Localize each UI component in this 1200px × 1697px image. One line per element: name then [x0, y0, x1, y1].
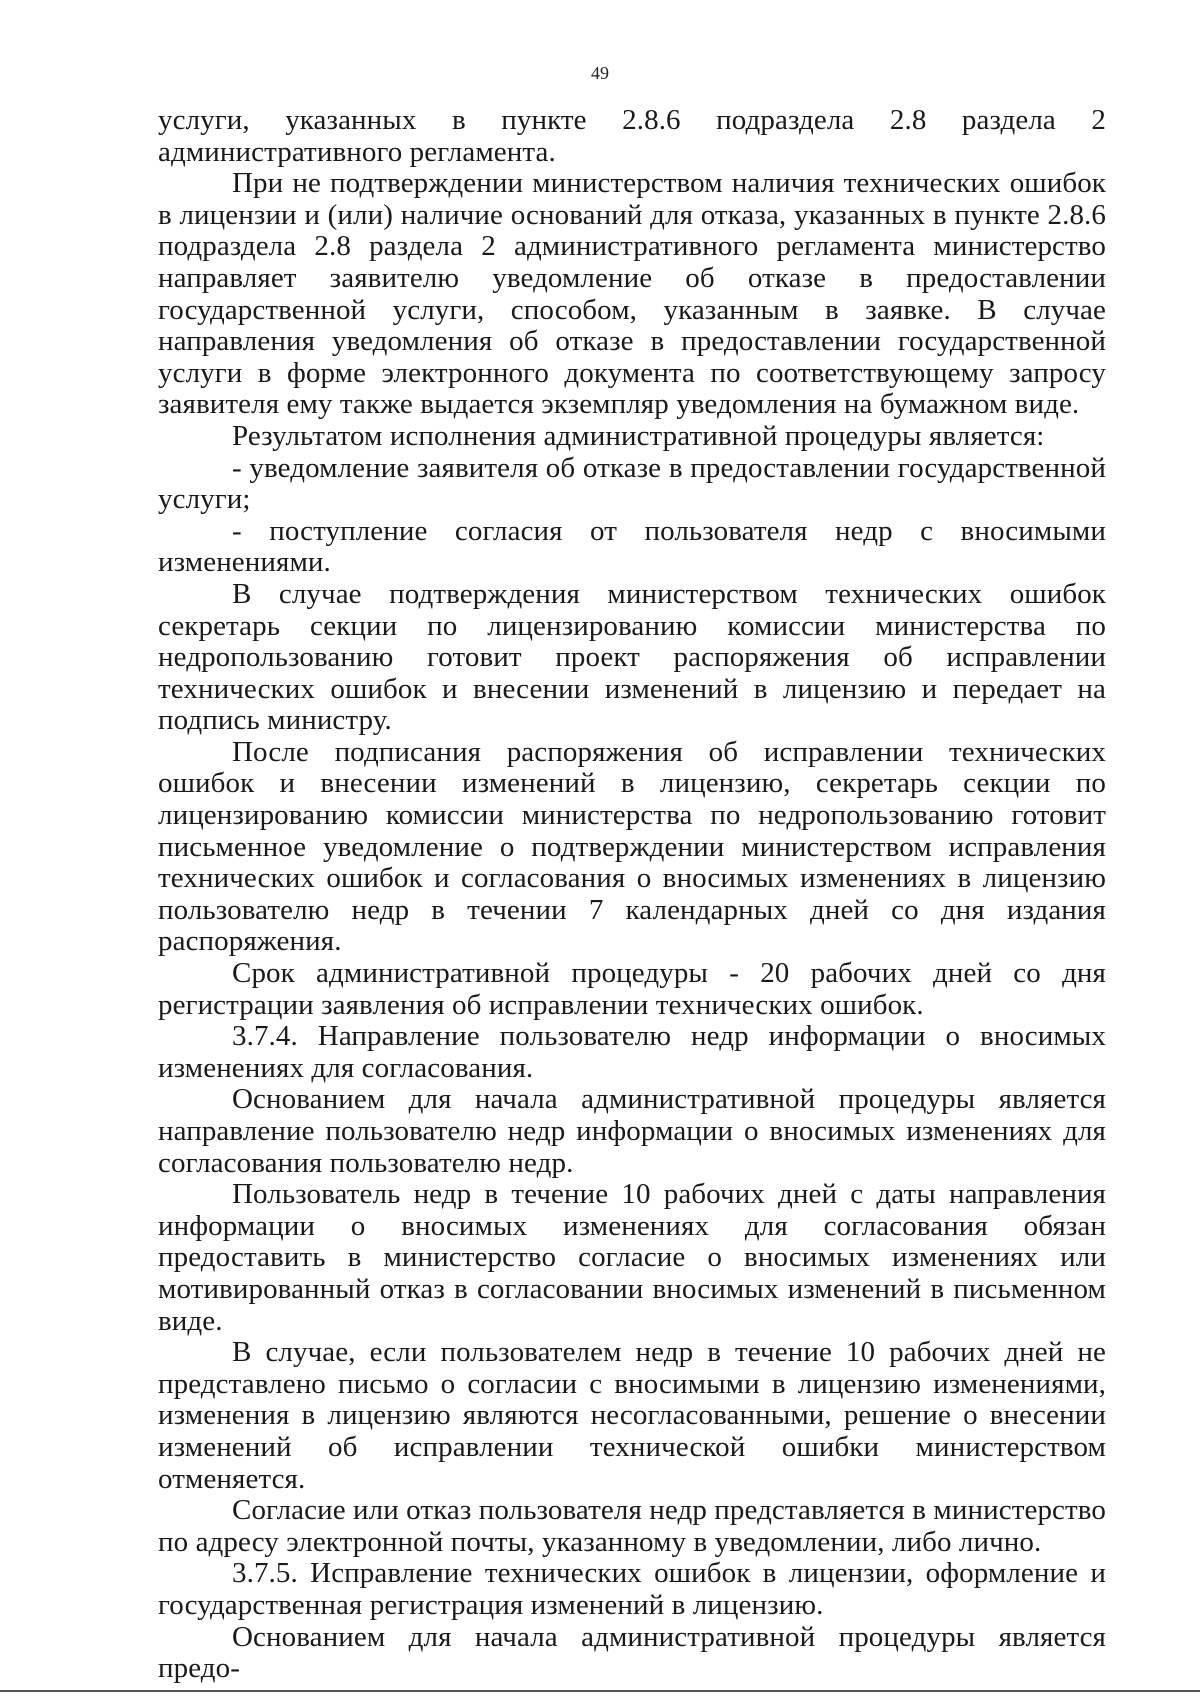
paragraph: Согласие или отказ пользователя недр представляется в министерство по адресу электронной почты, указанному в уведомлении, либо лично.	[158, 1494, 1106, 1558]
document-body	[158, 105, 1106, 1685]
paragraph: Основанием для начала административной процедуры является предо-	[158, 1620, 1106, 1685]
paragraph: Результатом исполнения административной процедуры является:	[232, 419, 1045, 452]
page-number: 49	[591, 63, 609, 83]
paragraph: услуги, указанных в пункте 2.8.6 подраздела 2.8 раздела 2 административного регламента.	[158, 104, 1106, 168]
section-heading: 3.7.4. Направление пользователю недр информации о вносимых изменениях для согласования.	[158, 1020, 1106, 1084]
list-item: - поступление согласия от пользователя недр с вносимыми изменениями.	[158, 514, 1106, 579]
list-item: - уведомление заявителя об отказе в предоставлении государственной услуги;	[158, 451, 1106, 516]
paragraph: Срок административной процедуры - 20 рабочих дней со дня регистрации заявления об исправлении технических ошибок.	[158, 957, 1106, 1021]
paragraph: В случае, если пользователем недр в течение 10 рабочих дней не представлено письмо о согласии с вносимыми в лицензию изменениями, изменения в лицензию являются несогласованными, решение о внесении изменений об исправлении технической ошибки министерством отменяется.	[158, 1336, 1106, 1495]
scan-edge-rule	[0, 1690, 1200, 1692]
paragraph: В случае подтверждения министерством технических ошибок секретарь секции по лицензированию комиссии министерства по недропользованию готовит проект распоряжения об исправлении технических ошибок и внесении изменений в лицензию и передает на подпись министру.	[158, 577, 1106, 737]
paragraph: Основанием для начала административной процедуры является направление пользователю недр информации о вносимых изменениях для согласования пользователю недр.	[158, 1083, 1106, 1179]
section-heading: 3.7.5. Исправление технических ошибок в лицензии, оформление и государственная регистрация изменений в лицензию.	[158, 1557, 1106, 1621]
paragraph: При не подтверждении министерством наличия технических ошибок в лицензии и (или) наличие оснований для отказа, указанных в пункте 2.8.6 подраздела 2.8 раздела 2 административного регламента министерство направляет заявителю уведомление об отказе в предоставлении государственной услуги, способом, указанным в заявке. В случае направления уведомления об отказе в предоставлении государственной услуги в форме электронного документа по соответствующему запросу заявителя ему также выдается экземпляр уведомления на бумажном виде.	[158, 167, 1106, 421]
paragraph: После подписания распоряжения об исправлении технических ошибок и внесении изменений в лицензию, секретарь секции по лицензированию комиссии министерства по недропользованию готовит письменное уведомление о подтверждении министерством исправления технических ошибок и согласования о вносимых изменениях в лицензию пользователю недр в течении 7 календарных дней со дня издания распоряжения.	[158, 735, 1106, 958]
paragraph: Пользователь недр в течение 10 рабочих дней с даты направления информации о вносимых изменениях для согласования обязан предоставить в министерство согласие о вносимых изменениях или мотивированный отказ в согласовании вносимых изменений в письменном виде.	[158, 1178, 1106, 1337]
